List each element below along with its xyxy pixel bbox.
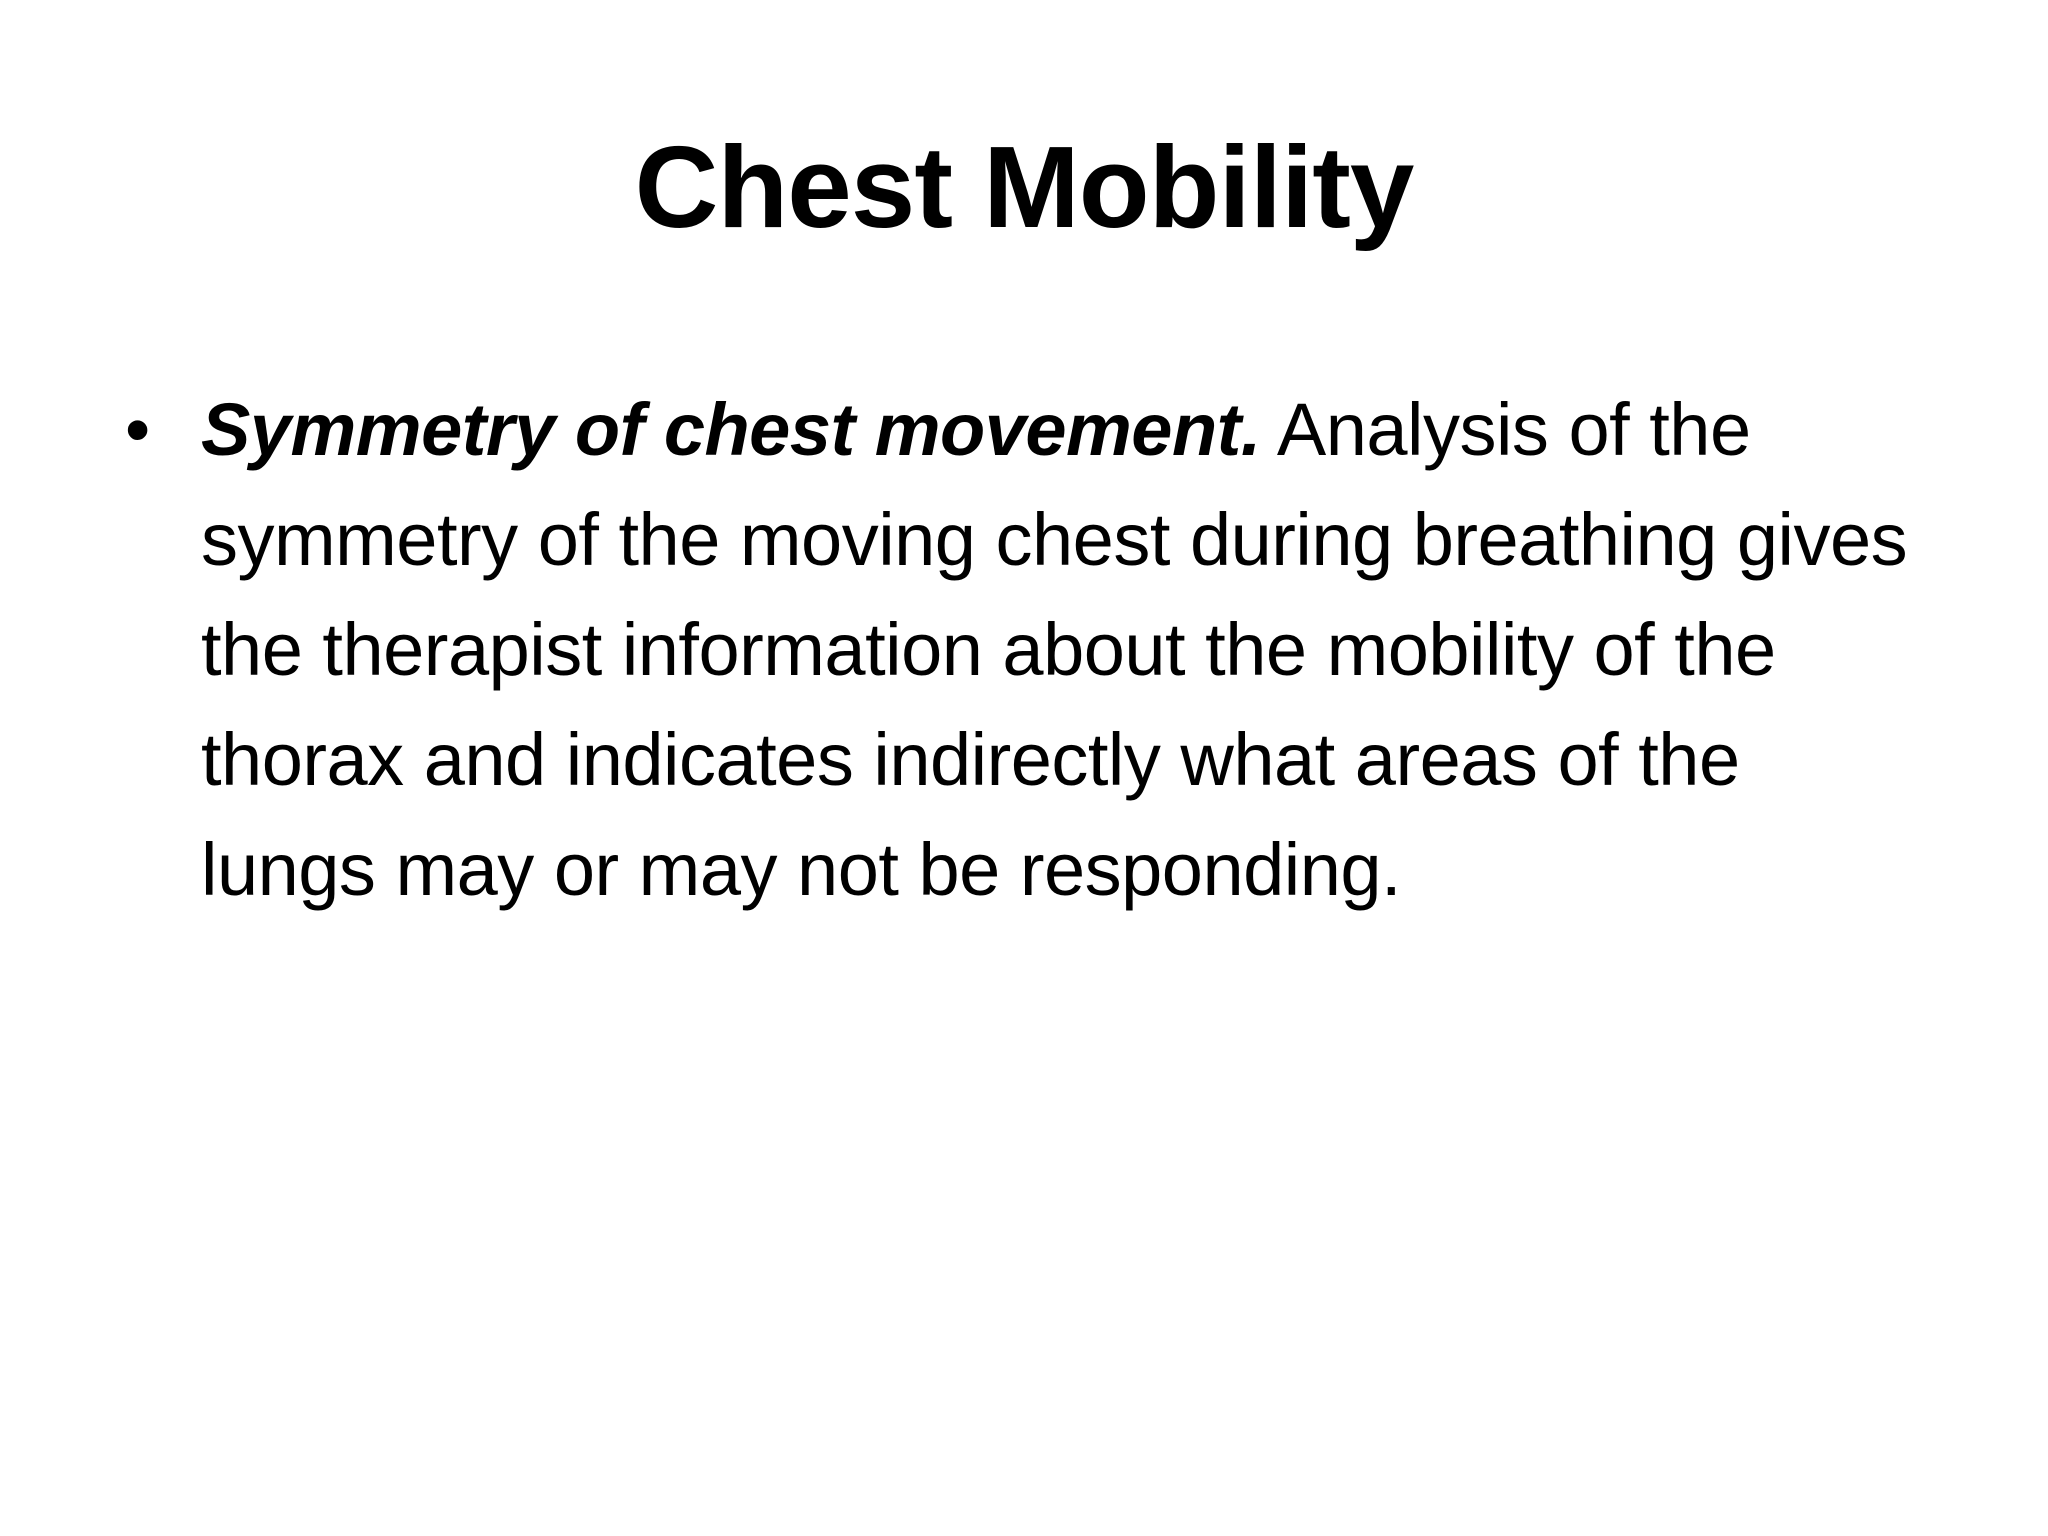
- slide-body: [125, 375, 1945, 925]
- bullet-marker: •: [125, 390, 151, 470]
- bullet-item: [125, 375, 1945, 925]
- bullet-text: [201, 375, 1921, 925]
- slide-title: Chest Mobility: [634, 122, 1414, 252]
- bullet-lead: Symmetry of chest movement.: [201, 388, 1261, 471]
- bullet-body: Analysis of the symmetry of the moving chest during breathing gives the therapist information about the mobility of the thorax and indicates indirectly what areas of the lungs may or may not be responding.: [201, 388, 1908, 911]
